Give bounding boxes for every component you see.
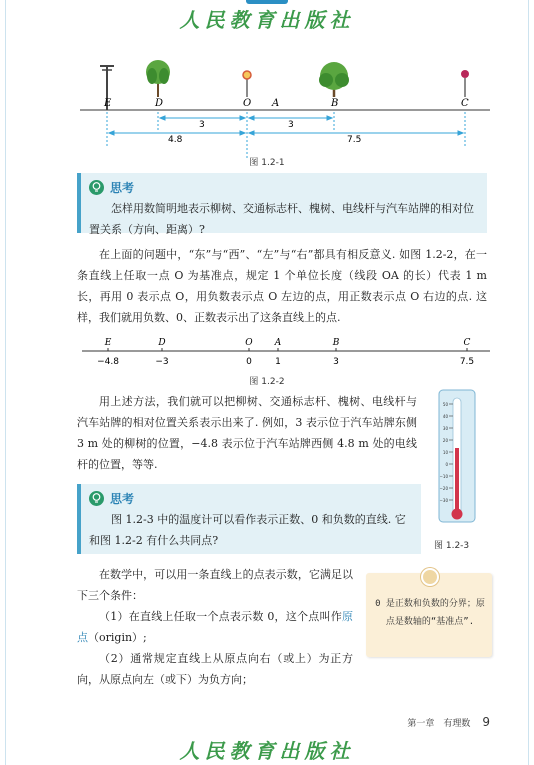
chapter-label: 第一章 有理数 — [407, 719, 471, 729]
lightbulb-icon — [89, 491, 104, 506]
numline-value-B: 3 — [333, 357, 339, 367]
thermo-tick-neg10: −10 — [439, 474, 448, 479]
thermo-tick-neg20: −20 — [439, 486, 448, 491]
willow-tree-icon — [146, 60, 170, 97]
numline-letter-O: O — [245, 338, 253, 348]
paragraph-3 — [77, 564, 353, 690]
paragraph-3-text: 在数学中，可以用一条直线上的点表示数，它满足以下三个条件： — [77, 568, 353, 602]
point-O-label: O — [243, 98, 252, 109]
dim-E-to-O: 4.8 — [168, 135, 183, 145]
paragraph-2-text: 用上述方法，我们就可以把柳树、交通标志杆、槐树、电线杆与汽车站牌的相对位置关系表示出来了. 例如，3 表示位于汽车站牌东侧 3 m 处的柳树的位置，−4.8 表示位于汽车站牌西侧 4.8 m 处的电线杆的位置，等等. — [77, 395, 417, 471]
point-B-label: B — [331, 98, 339, 109]
numline-letter-B: B — [332, 338, 340, 348]
numline-value-E: −4.8 — [97, 357, 119, 367]
paragraph-1-text: 在上面的问题中，“东”与“西”、“左”与“右”都具有相反意义. 如图 1.2-2，在一条直线上任取一点 O 为基准点，规定 1 个单位长度（线段 OA 的长）代表 1 m 长，再用 0 表示点 O，用负数表示点 O 左边的点，用正数表示点 O 右边的点. 这样，我们就用负数、0、正数表示出了这条直线上的点. — [77, 248, 487, 324]
origin-term: 原点 — [77, 610, 353, 644]
paragraph-1 — [77, 244, 487, 328]
numline-value-D: −3 — [155, 357, 169, 367]
thermo-tick-neg30: −30 — [439, 498, 448, 503]
pin-icon — [421, 568, 439, 586]
thermo-tick-50: 50 — [442, 402, 448, 407]
dim-O-to-B: 3 — [288, 120, 294, 130]
origin-english: （origin）; — [88, 631, 147, 644]
figure-3-caption: 图 1.2-3 — [434, 541, 470, 551]
condition-2: （2）通常规定直线上从原点向右（或上）为正方向，从原点向左（或下）为负方向； — [77, 652, 353, 686]
numline-letter-D: D — [158, 338, 166, 348]
numline-letter-A: A — [274, 338, 282, 348]
thermo-tick-0: 0 — [445, 462, 448, 467]
numline-letter-C: C — [463, 338, 471, 348]
numline-letter-E: E — [104, 338, 112, 348]
figure-road-positions — [0, 0, 534, 170]
think-title-2: 思考 — [110, 492, 135, 506]
think-header-1 — [89, 179, 477, 196]
lightbulb-icon — [89, 180, 104, 195]
publisher-logo-top: 人民教育出版社 — [179, 8, 355, 32]
publisher-logo-bottom: 人民教育出版社 — [179, 739, 355, 763]
think-text-2: 图 1.2-3 中的温度计可以看作表示正数、0 和负数的直线. 它和图 1.2-2 有什么共同点? — [89, 513, 406, 547]
point-D-label: D — [155, 98, 164, 109]
figure-number-line — [0, 334, 534, 370]
think-box-2 — [77, 484, 421, 554]
locust-tree-icon — [319, 62, 349, 97]
thermo-tick-30: 30 — [442, 426, 448, 431]
figure-1-caption: 图 1.2-1 — [249, 158, 285, 168]
thermo-tick-10: 10 — [442, 450, 448, 455]
electric-pole-icon — [461, 70, 469, 97]
side-note-text: 0 是正数和负数的分界；原点是数轴的“基准点”. — [375, 599, 485, 627]
point-E-label: E — [104, 98, 112, 109]
point-C-label: C — [461, 98, 469, 109]
numline-value-A: 1 — [275, 357, 281, 367]
numline-value-C: 7.5 — [459, 357, 475, 367]
paragraph-2 — [77, 391, 417, 475]
thermometer-figure — [430, 388, 486, 530]
point-A-label: A — [272, 98, 280, 109]
page-footer — [407, 715, 490, 729]
think-box-1 — [77, 173, 487, 236]
condition-1 — [77, 606, 353, 648]
numline-value-O: 0 — [246, 357, 252, 367]
condition-1-text: （1）在直线上任取一个点表示数 0，这个点叫作 — [99, 610, 342, 623]
think-title-1: 思考 — [110, 181, 135, 195]
side-note — [366, 573, 492, 657]
thermo-tick-20: 20 — [442, 438, 448, 443]
bus-stop-sign-icon — [243, 71, 251, 97]
thermo-tick-40: 40 — [442, 414, 448, 419]
dim-D-to-O: 3 — [199, 120, 205, 130]
dim-O-to-C: 7.5 — [347, 135, 362, 145]
think-text-1: 怎样用数简明地表示柳树、交通标志杆、槐树、电线杆与汽车站牌的相对位置关系（方向、距离）? — [89, 202, 474, 236]
think-header-2 — [89, 490, 411, 507]
figure-2-caption: 图 1.2-2 — [249, 377, 285, 387]
page-number: 9 — [482, 715, 490, 729]
